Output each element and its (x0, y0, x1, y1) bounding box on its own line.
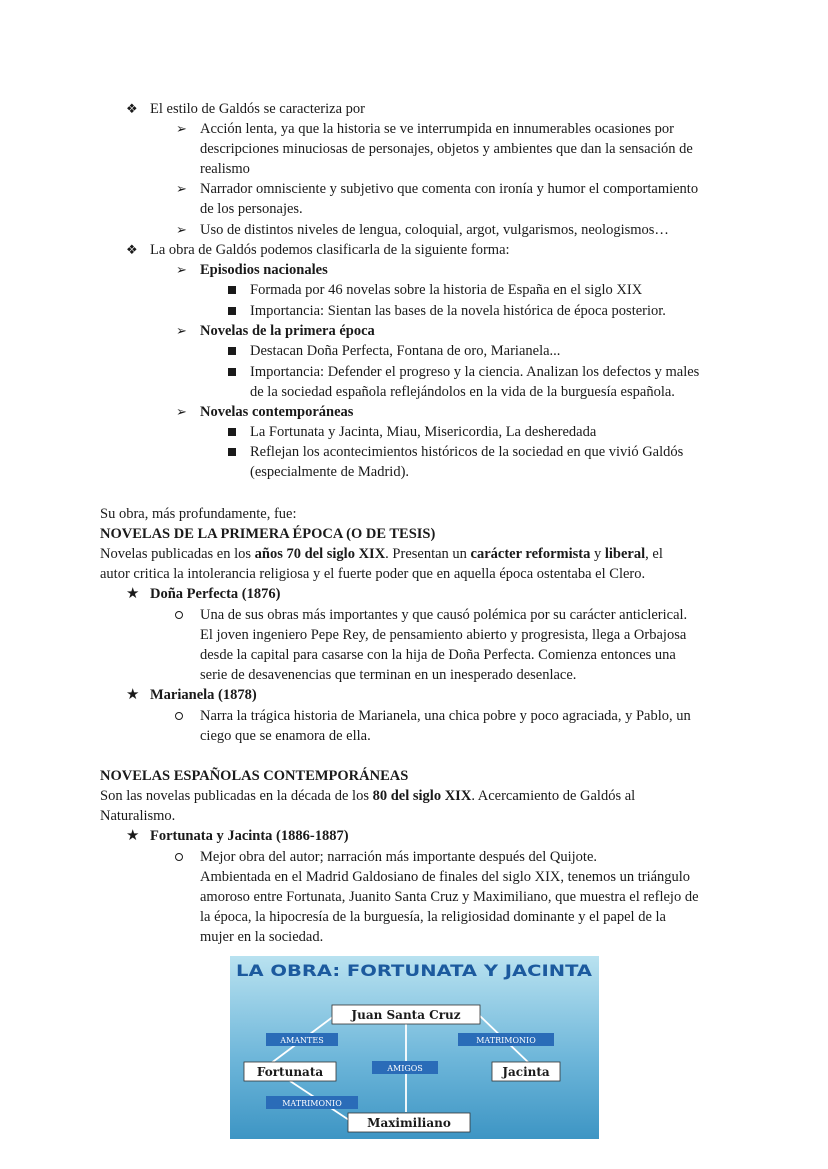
relation-label-amigos: AMIGOS (387, 1064, 423, 1073)
intro-line: Su obra, más profundamente, fue: (100, 506, 297, 522)
arrow-bullet-icon: ➢ (176, 404, 187, 419)
list-item: Uso de distintos niveles de lengua, coloquial, argot, vulgarismos, neologismos… (200, 222, 669, 238)
work-title: Fortunata y Jacinta (1886-1887) (150, 828, 349, 844)
square-bullet-icon (228, 347, 236, 355)
list-item: La Fortunata y Jacinta, Miau, Misericordia, La desheredada (250, 424, 597, 440)
circle-bullet-icon (175, 712, 183, 720)
section-heading: NOVELAS DE LA PRIMERA ÉPOCA (O DE TESIS) (100, 526, 436, 542)
star-bullet-icon: ★ (126, 687, 140, 703)
section-paragraph: autor critica la intolerancia religiosa y el fuerte poder que en aquella época ostentaba el Clero. (100, 566, 646, 582)
work-description: Una de sus obras más importantes y que causó polémica por su carácter anticlerical. (200, 607, 688, 623)
node-maximiliano: Maximiliano (367, 1116, 451, 1130)
arrow-bullet-icon: ➢ (176, 262, 187, 277)
list-item: Destacan Doña Perfecta, Fontana de oro, Marianela... (250, 343, 561, 359)
group-title: Episodios nacionales (200, 262, 328, 278)
work-title: Marianela (1878) (150, 687, 257, 703)
work-description: Ambientada en el Madrid Galdosiano de finales del siglo XIX, tenemos un triángulo (200, 869, 691, 885)
work-description: mujer en la sociedad. (200, 929, 324, 945)
list-item: de la sociedad española reflejándolos en la vida de la burguesía española. (250, 384, 675, 400)
work-description: Narra la trágica historia de Marianela, una chica pobre y poco agraciada, y Pablo, un (200, 708, 691, 724)
relationship-diagram (230, 956, 599, 1139)
star-bullet-icon: ★ (126, 828, 140, 844)
square-bullet-icon (228, 448, 236, 456)
diamond-bullet-icon: ❖ (126, 101, 138, 116)
list-item: realismo (200, 161, 250, 177)
work-description: ciego que se enamora de ella. (200, 728, 371, 744)
diagram-background (230, 956, 599, 1139)
work-description: Mejor obra del autor; narración más importante después del Quijote. (200, 849, 598, 865)
work-description: serie de desavenencias que terminan en un inesperado desenlace. (200, 667, 577, 683)
classification-heading: La obra de Galdós podemos clasificarla de la siguiente forma: (150, 242, 510, 258)
arrow-bullet-icon: ➢ (176, 323, 187, 338)
work-description: desde la capital para casarse con la hija de Doña Perfecta. Comienza entonces una (200, 647, 676, 663)
diamond-bullet-icon: ❖ (126, 242, 138, 257)
group-title: Novelas de la primera época (200, 323, 375, 339)
square-bullet-icon (228, 428, 236, 436)
work-description: amoroso entre Fortunata, Juanito Santa Cruz y Maximiliano, que muestra el reflejo de (200, 889, 699, 905)
section-paragraph: Son las novelas publicadas en la década de los 80 del siglo XIX. Acercamiento de Galdós al (100, 788, 636, 804)
list-item: de los personajes. (200, 201, 303, 217)
node-jacinta: Jacinta (502, 1065, 550, 1079)
section-paragraph: Naturalismo. (100, 808, 176, 824)
work-description: El joven ingeniero Pepe Rey, de pensamiento abierto y progresista, llega a Orbajosa (200, 627, 687, 643)
list-item: Importancia: Sientan las bases de la novela histórica de época posterior. (250, 303, 666, 319)
section-heading: NOVELAS ESPAÑOLAS CONTEMPORÁNEAS (100, 768, 409, 784)
diagram-title: LA OBRA: FORTUNATA Y JACINTA (236, 961, 593, 980)
circle-bullet-icon (175, 611, 183, 619)
arrow-bullet-icon: ➢ (176, 121, 187, 136)
list-item: Formada por 46 novelas sobre la historia de España en el siglo XIX (250, 282, 643, 298)
relation-label-matrimonio: MATRIMONIO (476, 1036, 536, 1045)
square-bullet-icon (228, 286, 236, 294)
arrow-bullet-icon: ➢ (176, 181, 187, 196)
list-item: descripciones minuciosas de personajes, objetos y ambientes que dan la sensación de (200, 141, 693, 157)
circle-bullet-icon (175, 853, 183, 861)
list-item: Narrador omnisciente y subjetivo que comenta con ironía y humor el comportamiento (200, 181, 699, 197)
list-item: Importancia: Defender el progreso y la ciencia. Analizan los defectos y males (250, 364, 700, 380)
list-item: Reflejan los acontecimientos históricos de la sociedad en que vivió Galdós (250, 444, 684, 460)
relation-label-amantes: AMANTES (280, 1036, 324, 1045)
arrow-bullet-icon: ➢ (176, 222, 187, 237)
list-item: Acción lenta, ya que la historia se ve interrumpida en innumerables ocasiones por (200, 121, 674, 137)
section-paragraph: Novelas publicadas en los años 70 del siglo XIX. Presentan un carácter reformista y liberal, el (100, 546, 663, 562)
relation-label-matrimonio: MATRIMONIO (282, 1099, 342, 1108)
square-bullet-icon (228, 368, 236, 376)
square-bullet-icon (228, 307, 236, 315)
work-description: la época, la hipocresía de la burguesía, la religiosidad dominante y el papel de la (200, 909, 666, 925)
star-bullet-icon: ★ (126, 586, 140, 602)
work-title: Doña Perfecta (1876) (150, 586, 281, 602)
group-title: Novelas contemporáneas (200, 404, 354, 420)
node-juan-santa-cruz: Juan Santa Cruz (351, 1008, 461, 1022)
node-fortunata: Fortunata (256, 1065, 324, 1079)
list-item: (especialmente de Madrid). (250, 464, 410, 480)
style-heading: El estilo de Galdós se caracteriza por (150, 101, 365, 117)
